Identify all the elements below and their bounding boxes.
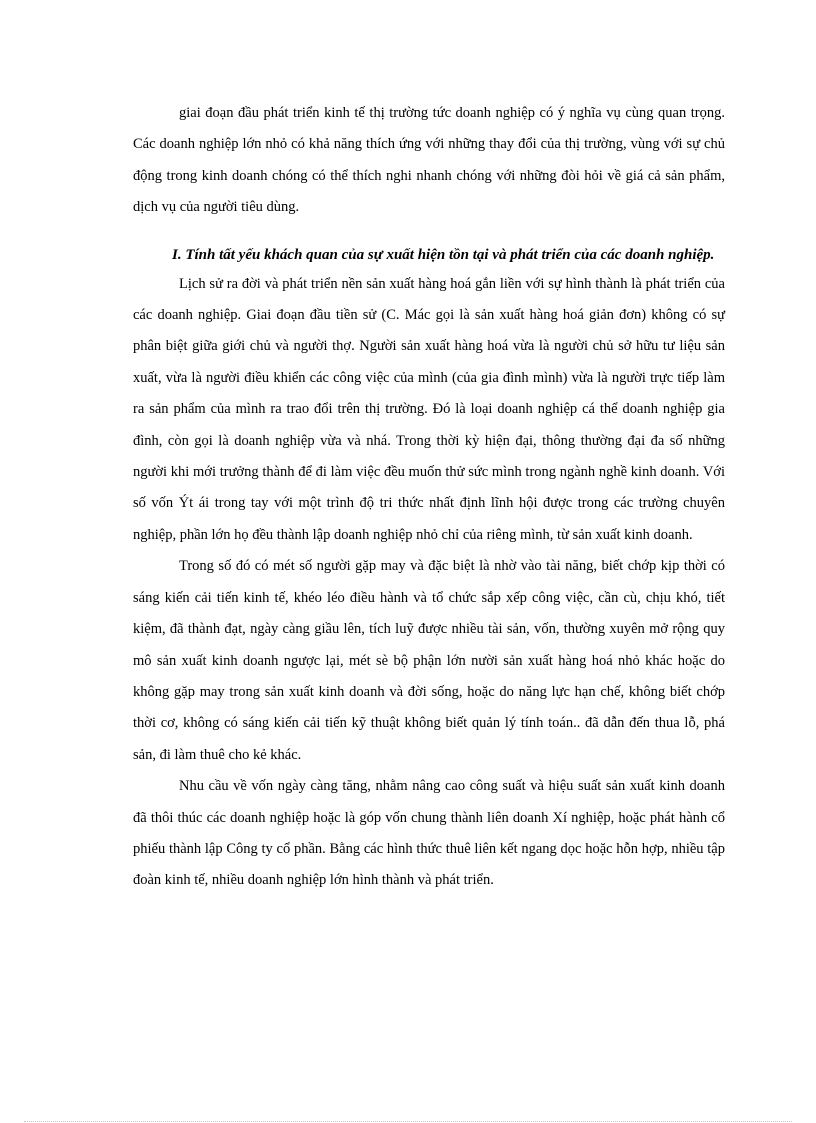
body-paragraph-1: Lịch sử ra đời và phát triển nền sản xuất hàng hoá gắn liền với sự hình thành là phát triển của các doanh nghiệp. Giai đoạn đầu tiền sử (C. Mác gọi là sản xuất hàng hoá giản đơn) không có sự phân biệt giữa giới chủ và người thợ. Người sản xuất hàng hoá vừa là người chủ sở hữu tư liệu sản xuất, vừa là người điều khiển các công việc của mình (của gia đình mình) vừa là người trực tiếp làm ra sản phẩm của mình ra trao đổi trên thị trường. Đó là loại doanh nghiệp cá thể doanh nghiệp gia đình, còn gọi là doanh nghiệp vừa và nhá. Trong thời kỳ hiện đại, thông thường đại đa số những người khi mới trưởng thành để đi làm việc đều muốn thử sức mình trong ngành nghề kinh doanh. Với số vốn Ýt ái trong tay với một trình độ tri thức nhất định lĩnh hội được trong các trường chuyên nghiệp, phần lớn họ đều thành lập doanh nghiệp nhỏ chỉ của riêng mình, từ sản xuất kinh doanh. (133, 275, 725, 543)
intro-paragraph: giai đoạn đầu phát triển kinh tế thị trường tức doanh nghiệp có ý nghĩa vụ cùng quan trọng. Các doanh nghiệp lớn nhỏ có khả năng thích ứng với những thay đổi của thị trường, vùng với sự chủ động trong kinh doanh chóng có thể thích nghi nhanh chóng với những đòi hỏi về giá cả sản phẩm, dịch vụ của người tiêu dùng. (133, 105, 725, 216)
body-paragraph-2: Trong số đó có mét số người gặp may và đặc biệt là nhờ vào tài năng, biết chớp kịp thời có sáng kiến cải tiến kinh tế, khéo léo điều hành và tổ chức sắp xếp công việc, cần cù, chịu khó, tiết kiệm, đã thành đạt, ngày càng giầu lên, tích luỹ được nhiều tài sản, vốn, thường xuyên mở rộng quy mô sản xuất kinh doanh ngược lại, mét sè bộ phận lớn nười sản xuất hàng hoá nhỏ khác hoặc do không gặp may trong sản xuất kinh doanh và đời sống, hoặc do năng lực hạn chế, không biết chớp thời cơ, không có sáng kiến cải tiến kỹ thuật không biết quản lý tính toán.. đã dẫn đến thua lỗ, phá sản, đi làm thuê cho kẻ khác. (133, 558, 725, 763)
page-bottom-divider (24, 1121, 792, 1122)
document-content (133, 98, 725, 897)
section-heading: I. Tính tất yếu khách quan của sự xuất hiện tồn tại và phát triển của các doanh nghiệp. (172, 246, 715, 263)
body-paragraph-3: Nhu cầu về vốn ngày càng tăng, nhằm nâng cao công suất và hiệu suất sản xuất kinh doanh đã thôi thúc các doanh nghiệp hoặc là góp vốn chung thành liên doanh Xí nghiệp, hoặc phát hành cổ phiếu thành lập Công ty cổ phần. Bằng các hình thức thuê liên kết ngang dọc hoặc hỗn hợp, nhiều tập đoàn kinh tế, nhiều doanh nghiệp lớn hình thành và phát triển. (133, 778, 725, 889)
